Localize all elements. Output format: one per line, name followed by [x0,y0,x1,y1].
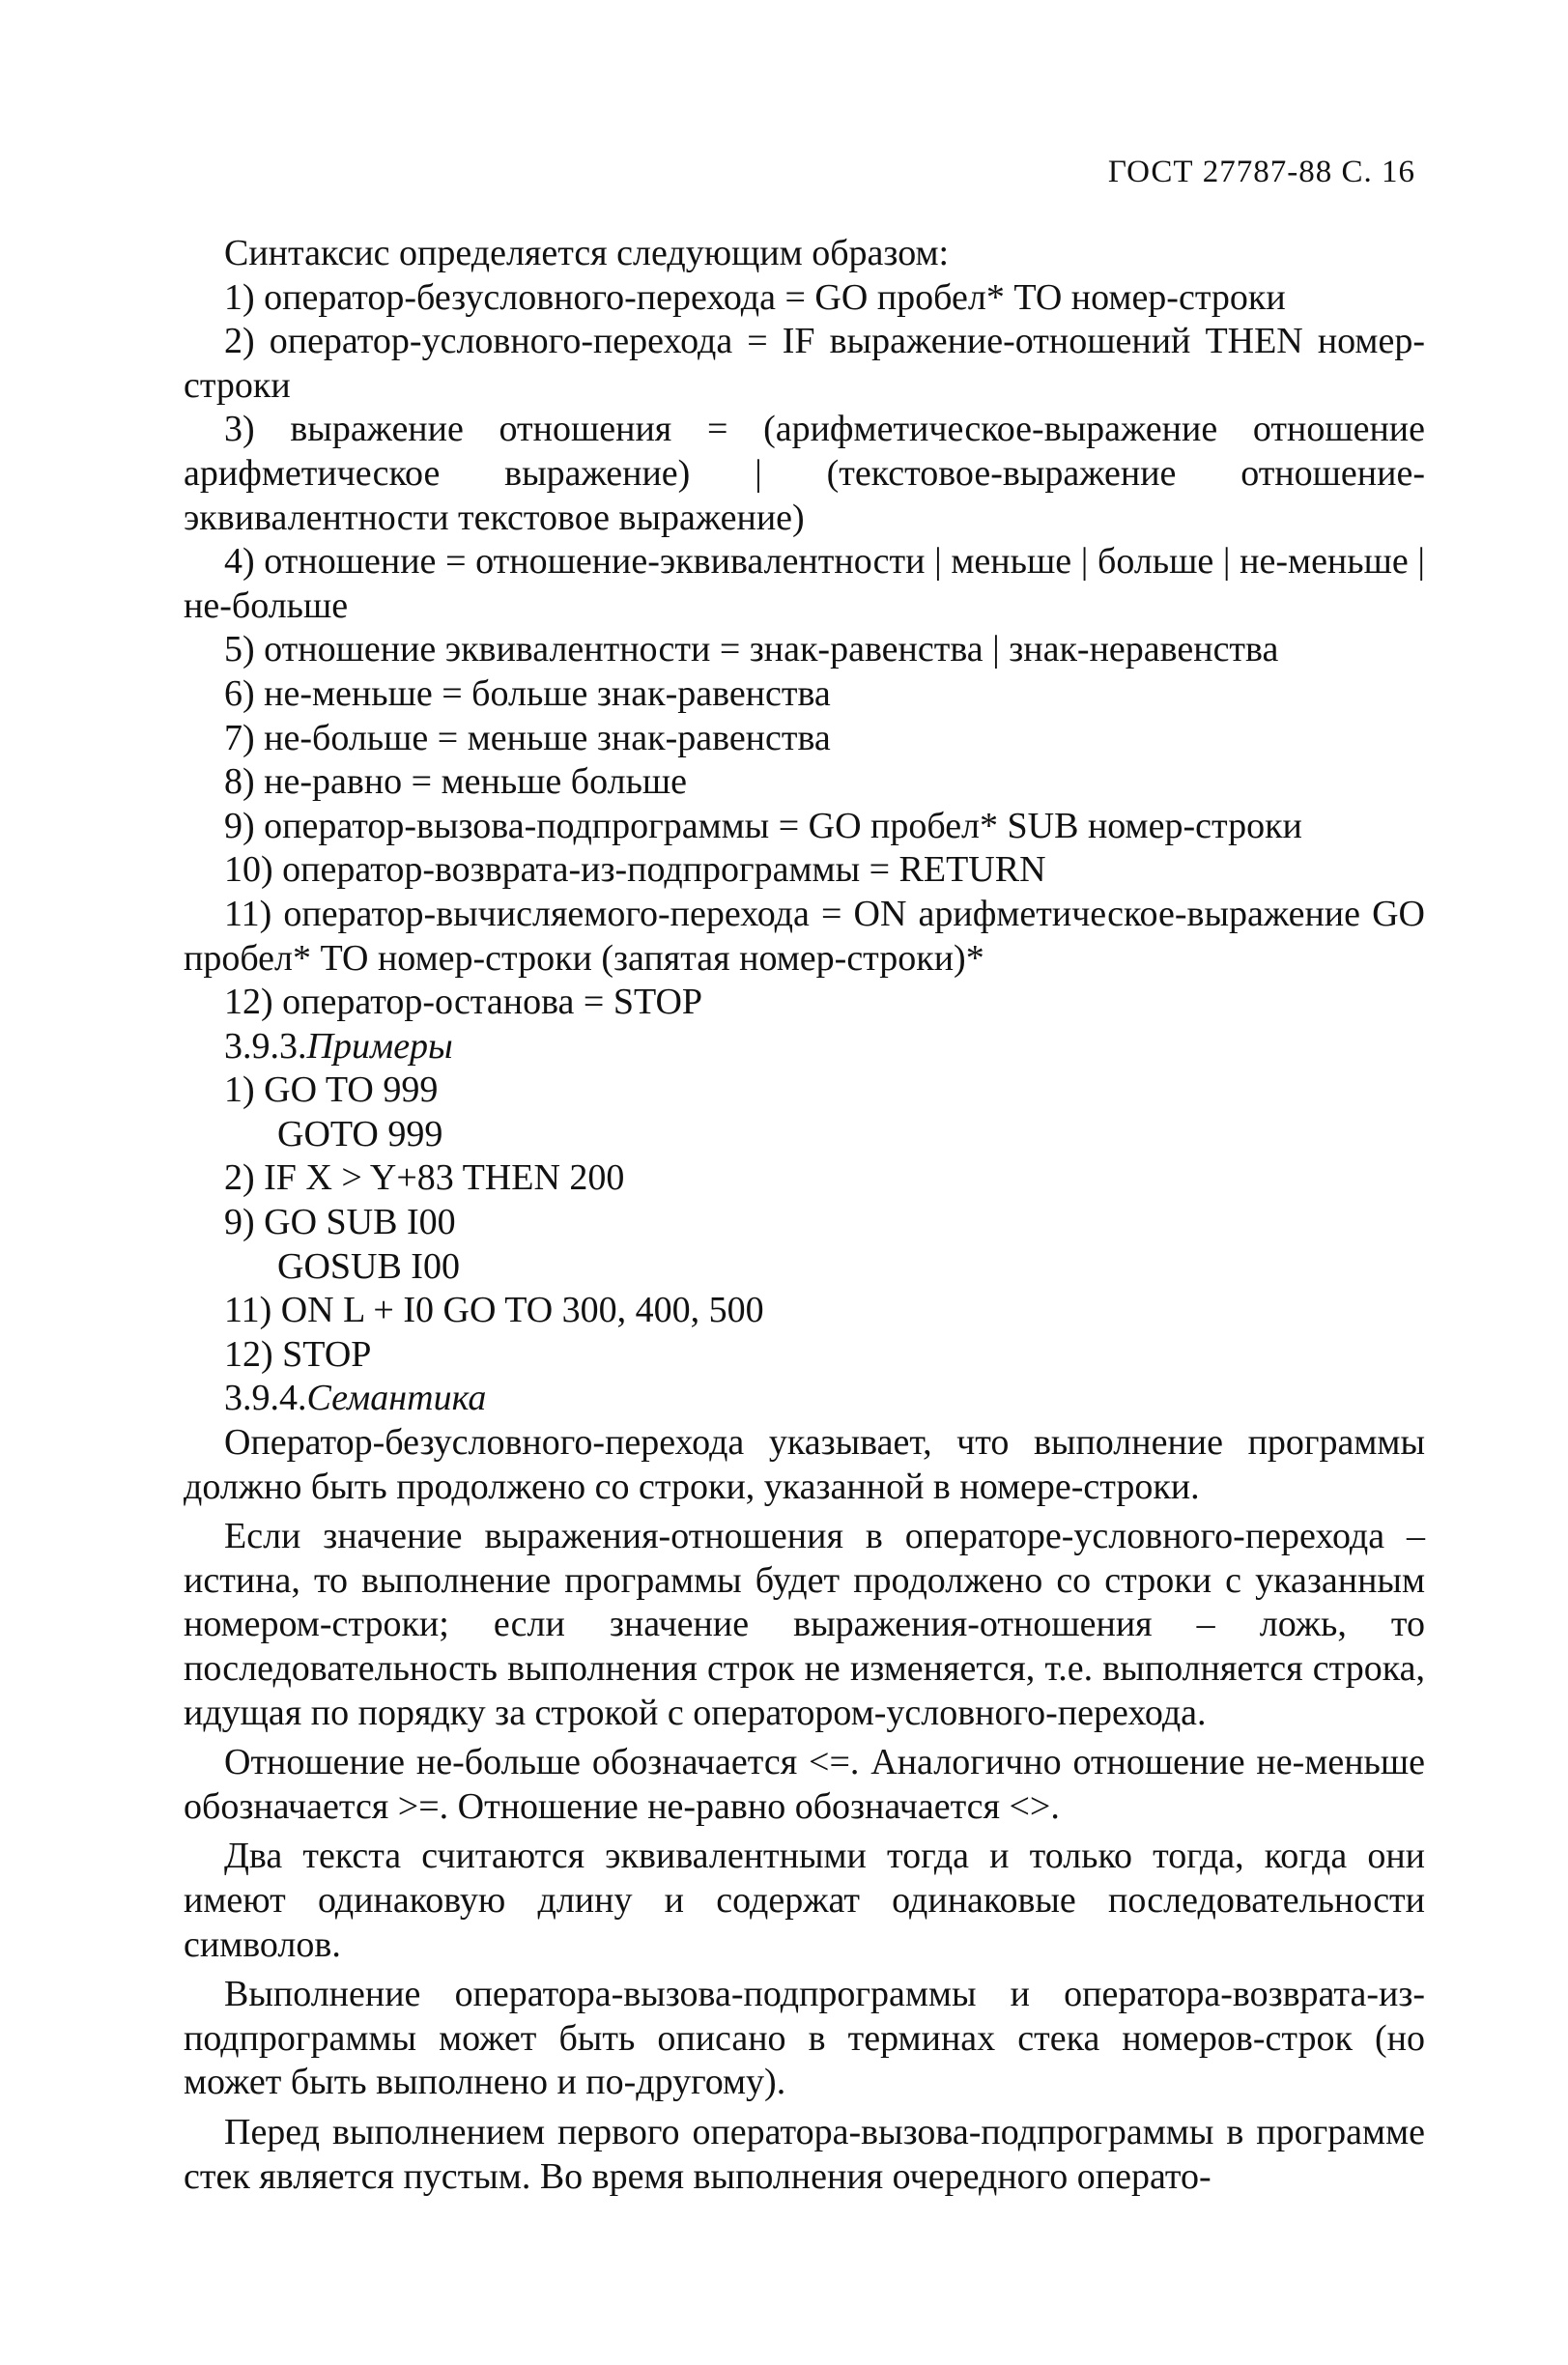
page-header: ГОСТ 27787-88 С. 16 [1107,155,1415,189]
semantics-heading [184,1377,1425,1421]
syntax-rule-2: 2) оператор-условного-перехода = IF выражение-отношений THEN номер-строки [184,321,1425,406]
syntax-rule-7: 7) не-больше = меньше знак-равенства [224,717,831,758]
syntax-rule-12: 12) оператор-останова = STOP [224,982,703,1023]
body-text [184,232,1425,2199]
syntax-rule-6: 6) не-меньше = больше знак-равенства [224,672,831,714]
syntax-rule-4: 4) отношение = отношение-эквивалентности | меньше | больше | не-меньше | не-больше [184,541,1425,626]
semantics-heading-title: Семантика [306,1378,487,1419]
syntax-rule-8: 8) не-равно = меньше больше [224,761,688,803]
examples-heading-title: Примеры [306,1025,453,1067]
example-line: 1) GO TO 999 [224,1069,439,1111]
semantics-paragraph: Два текста считаются эквивалентными тогда и только тогда, когда они имеют одинаковую длину и содержат одинаковые последовательности символов. [184,1836,1425,1965]
semantics-heading-number: 3.9.4. [224,1378,307,1419]
syntax-rule-3: 3) выражение отношения = (арифметическое-выражение отношение арифметическое выражение) | (текстовое-выражение отношение-эквивалентности текстовое выражение) [184,409,1425,538]
syntax-intro: Синтаксис определяется следующим образом: [224,233,950,273]
example-line: 9) GO SUB I00 [224,1202,456,1243]
syntax-rule-9: 9) оператор-вызова-подпрограммы = GO пробел* SUB номер-строки [224,805,1302,846]
semantics-paragraph: Отношение не-больше обозначается <=. Аналогично отношение не-меньше обозначается >=. Отношение не-равно обозначается <>. [184,1742,1425,1827]
example-line: 12) STOP [224,1333,372,1375]
example-line: GOTO 999 [277,1113,443,1154]
example-line: 11) ON L + I0 GO TO 300, 400, 500 [224,1290,764,1331]
semantics-paragraph: Если значение выражения-отношения в операторе-условного-перехода – истина, то выполнение программы будет продолжено со строки с указанным номером-строки; если значение выражения-отношения – ложь, то последовательность выполнения строк не изменяется, т.е. выполняется строка, идущая по порядку за строкой с оператором-условного-перехода. [184,1516,1425,1733]
semantics-paragraph: Выполнение оператора-вызова-подпрограммы и оператора-возврата-из-подпрограммы может быть описано в терминах стека номеров-строк (но может быть выполнено и по-другому). [184,1974,1425,2103]
syntax-rule-5: 5) отношение эквивалентности = знак-равенства | знак-неравенства [224,629,1279,670]
examples-heading [184,1025,1425,1069]
syntax-rule-11: 11) оператор-вычисляемого-перехода = ON арифметическое-выражение GO пробел* TO номер-строки (запятая номер-строки)* [184,893,1425,979]
syntax-rule-10: 10) оператор-возврата-из-подпрограммы = RETURN [224,849,1046,891]
syntax-rule-1: 1) оператор-безусловного-перехода = GO пробел* TO номер-строки [224,276,1286,318]
example-line: 2) IF X > Y+83 THEN 200 [224,1157,625,1199]
examples-heading-number: 3.9.3. [224,1025,307,1067]
semantics-paragraph: Оператор-безусловного-перехода указывает, что выполнение программы должно быть продолжено со строки, указанной в номере-строки. [184,1422,1425,1507]
example-line: GOSUB I00 [277,1245,460,1287]
semantics-paragraph: Перед выполнением первого оператора-вызова-подпрограммы в программе стек является пустым. Во время выполнения очередного операто- [184,2111,1425,2197]
